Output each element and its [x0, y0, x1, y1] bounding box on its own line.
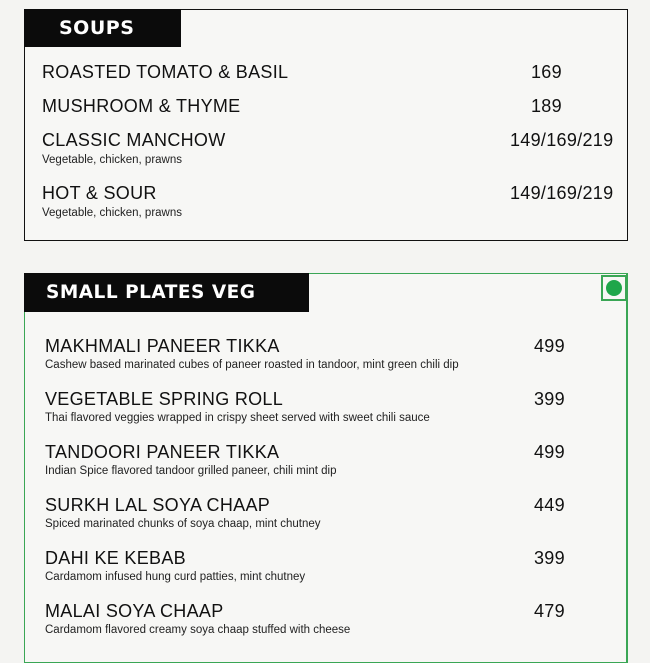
item-name: TANDOORI PANEER TIKKA	[45, 442, 280, 462]
item-name: HOT & SOUR	[42, 183, 157, 203]
item-price: 189	[531, 96, 562, 116]
soups-section	[24, 9, 628, 241]
item-price: 449	[534, 495, 565, 515]
item-name: CLASSIC MANCHOW	[42, 130, 226, 150]
section-title: SMALL PLATES VEG	[24, 273, 309, 312]
item-price: 149/169/219	[510, 130, 614, 150]
item-price: 169	[531, 62, 562, 82]
item-description: Indian Spice flavored tandoor grilled paneer, chili mint dip	[45, 465, 337, 477]
item-name: ROASTED TOMATO & BASIL	[42, 62, 289, 82]
veg-symbol-icon	[601, 275, 627, 301]
item-price: 499	[534, 336, 565, 356]
item-name: VEGETABLE SPRING ROLL	[45, 389, 284, 409]
item-price: 479	[534, 601, 565, 621]
item-price: 149/169/219	[510, 183, 614, 203]
item-description: Thai flavored veggies wrapped in crispy sheet served with sweet chili sauce	[45, 412, 430, 424]
item-description: Vegetable, chicken, prawns	[42, 207, 183, 219]
item-description: Cashew based marinated cubes of paneer roasted in tandoor, mint green chili dip	[45, 359, 459, 371]
item-name: SURKH LAL SOYA CHAAP	[45, 495, 271, 515]
section-title: SOUPS	[24, 9, 181, 47]
item-description: Cardamom infused hung curd patties, mint chutney	[45, 571, 306, 583]
item-name: DAHI KE KEBAB	[45, 548, 186, 568]
item-description: Cardamom flavored creamy soya chaap stuffed with cheese	[45, 624, 351, 636]
item-price: 399	[534, 548, 565, 568]
item-name: MALAI SOYA CHAAP	[45, 601, 224, 621]
item-name: MAKHMALI PANEER TIKKA	[45, 336, 280, 356]
item-description: Spiced marinated chunks of soya chaap, mint chutney	[45, 518, 321, 530]
veg-dot-icon	[606, 280, 622, 296]
item-name: MUSHROOM & THYME	[42, 96, 241, 116]
item-description: Vegetable, chicken, prawns	[42, 154, 183, 166]
item-price: 399	[534, 389, 565, 409]
small-plates-veg-section	[24, 273, 628, 663]
item-price: 499	[534, 442, 565, 462]
